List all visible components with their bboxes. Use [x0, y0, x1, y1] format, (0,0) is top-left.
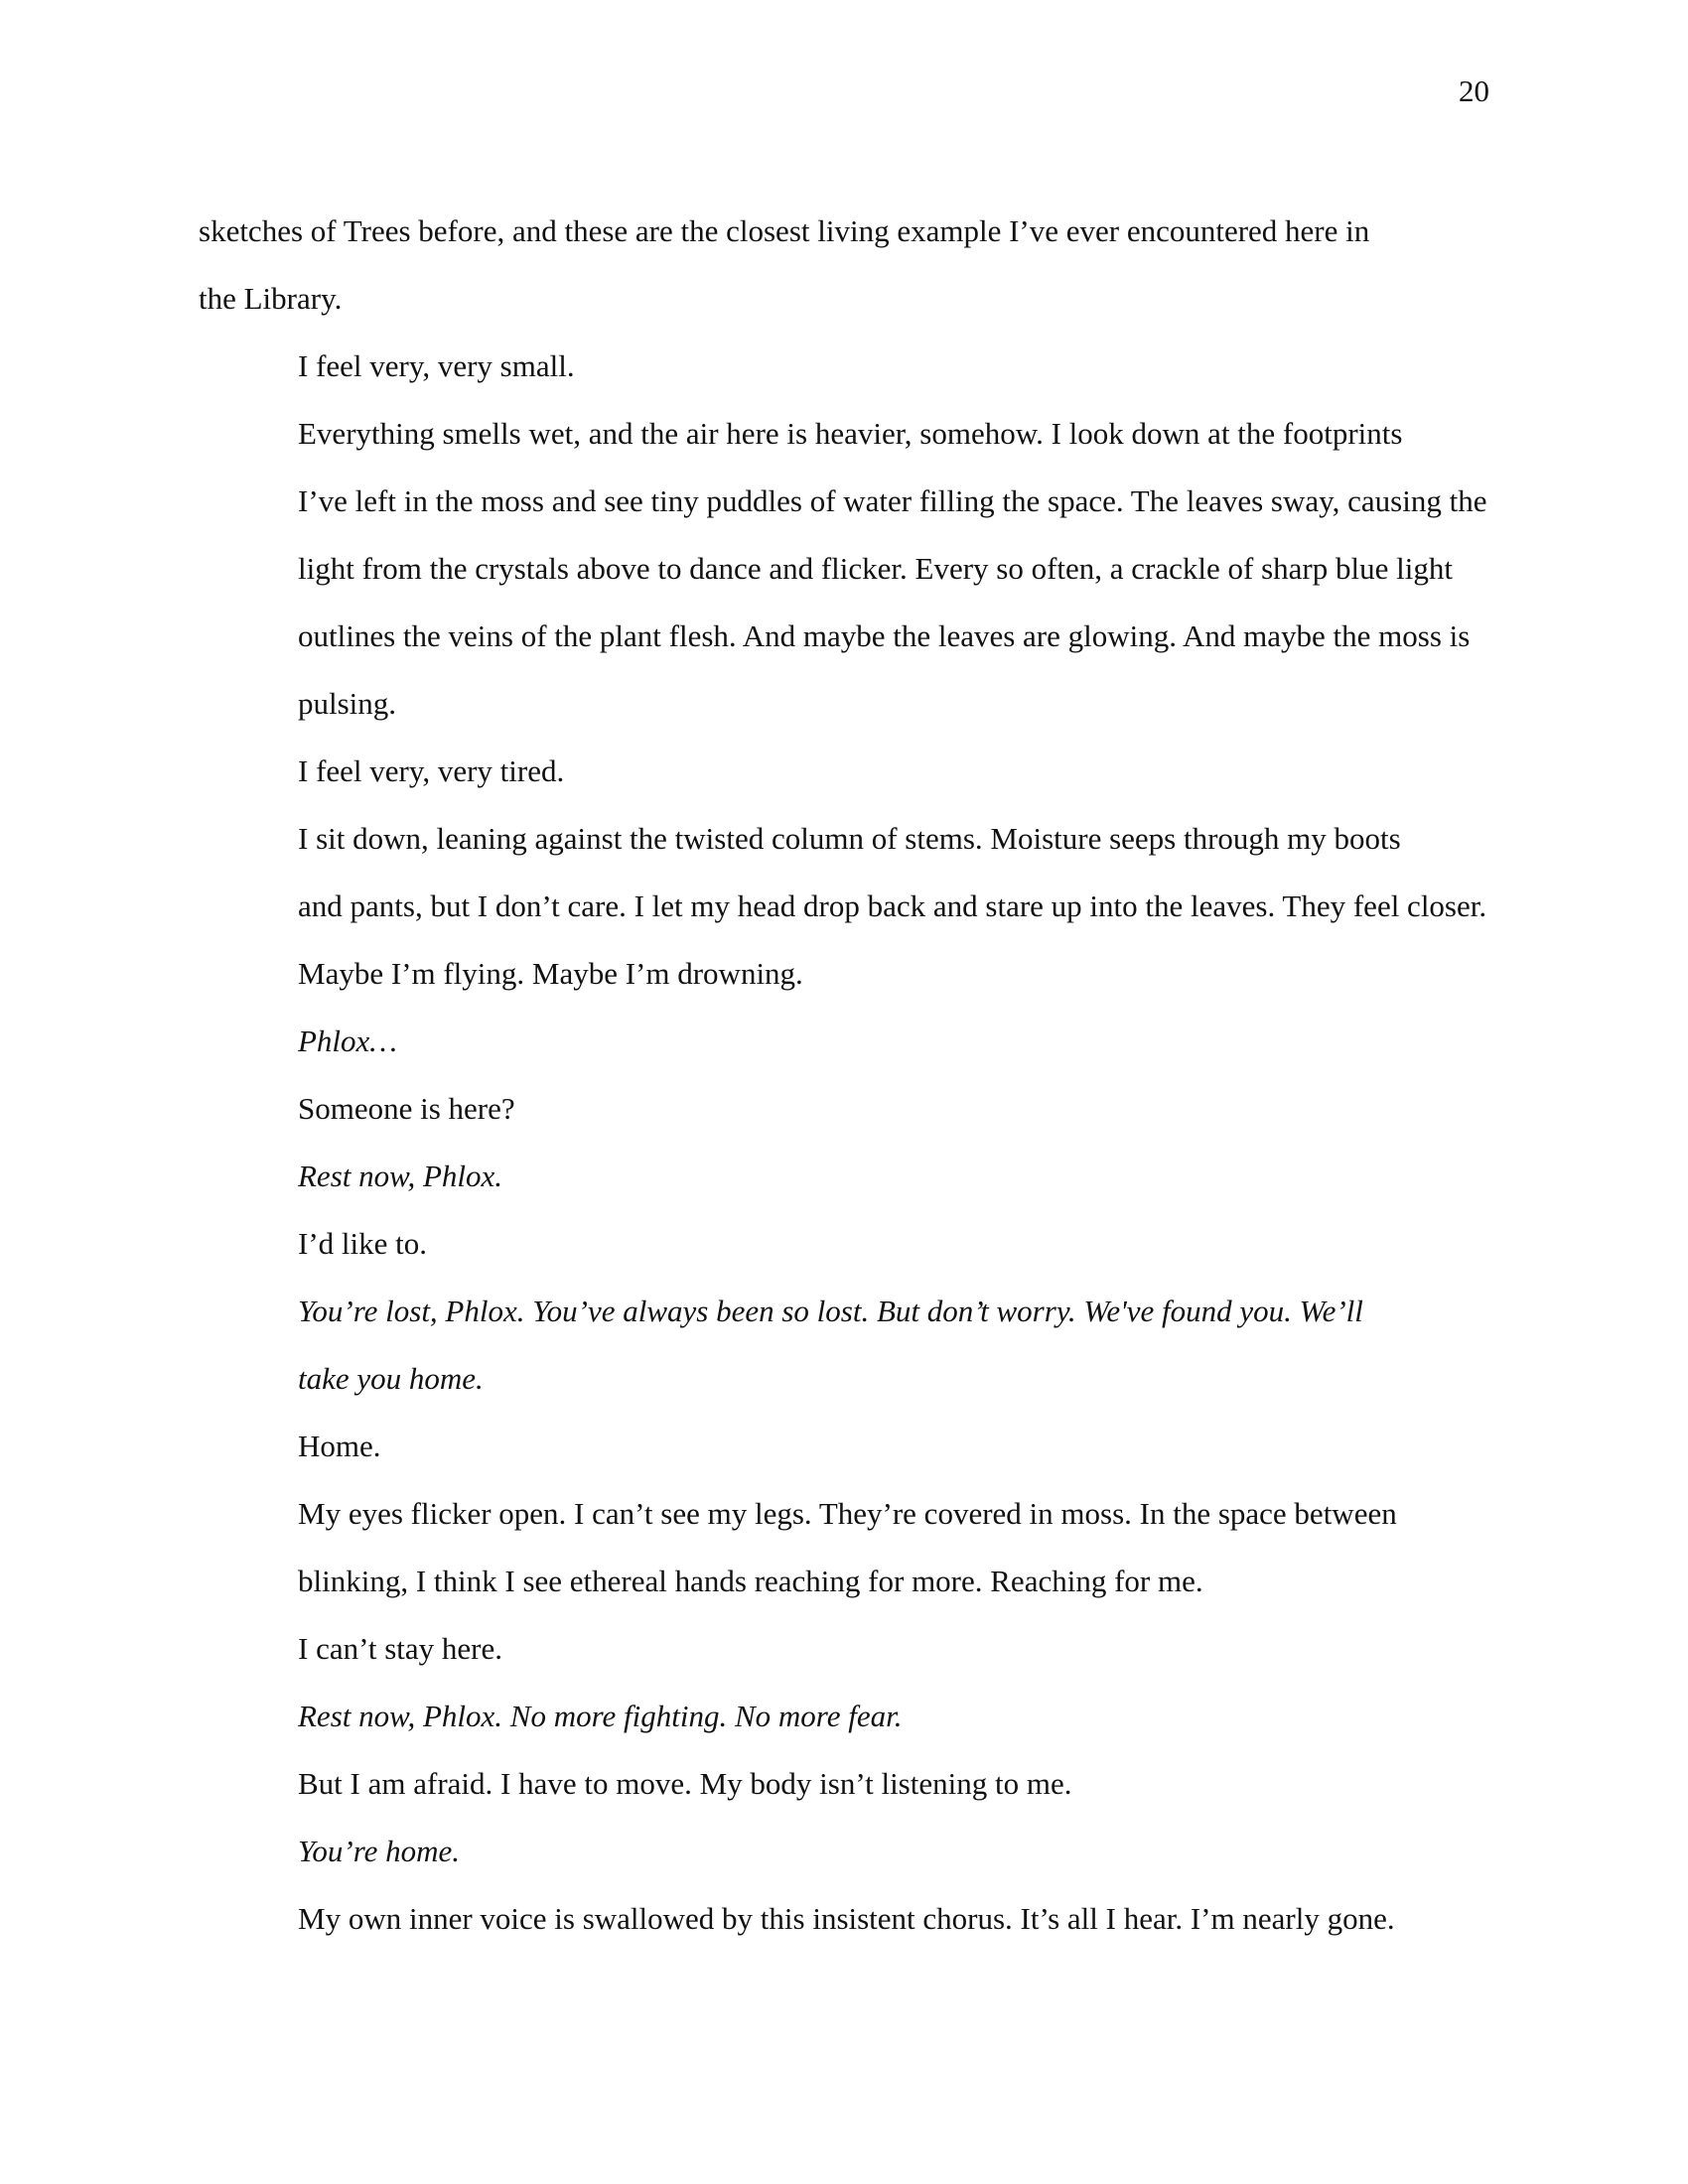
paragraph	[199, 1683, 1489, 1750]
text-line: You’re lost, Phlox. You’ve always been so lost. But don’t worry. We've found you. We’ll	[298, 1294, 1363, 1328]
paragraph	[199, 738, 1489, 805]
text-line: the Library.	[199, 281, 343, 316]
text-line: My own inner voice is swallowed by this insistent chorus. It’s all I hear. I’m nearly gone.	[298, 1901, 1395, 1936]
text-line: I feel very, very tired.	[298, 753, 565, 788]
text-line: I sit down, leaning against the twisted column of stems. Moisture seeps through my boots	[298, 821, 1401, 856]
text-line: take you home.	[298, 1361, 484, 1396]
paragraph	[199, 1885, 1489, 1953]
text-line: light from the crystals above to dance and flicker. Every so often, a crackle of sharp blue light	[298, 551, 1453, 586]
paragraph	[199, 198, 1489, 333]
text-line: Maybe I’m flying. Maybe I’m drowning.	[298, 956, 803, 991]
text-line: You’re home.	[298, 1834, 461, 1868]
paragraph	[199, 1008, 1489, 1075]
text-line: and pants, but I don’t care. I let my head drop back and stare up into the leaves. They feel closer.	[298, 888, 1487, 923]
text-line: I’ve left in the moss and see tiny puddles of water filling the space. The leaves sway, causing the	[298, 483, 1487, 518]
paragraph	[199, 1210, 1489, 1278]
text-line: sketches of Trees before, and these are the closest living example I’ve ever encountered here in	[199, 213, 1370, 248]
body-text	[199, 198, 1489, 1953]
text-line: pulsing.	[298, 686, 397, 721]
paragraph	[199, 1413, 1489, 1480]
text-line: Rest now, Phlox. No more fighting. No more fear.	[298, 1699, 903, 1733]
paragraph	[199, 1480, 1489, 1615]
paragraph	[199, 1615, 1489, 1683]
text-line: blinking, I think I see ethereal hands reaching for more. Reaching for me.	[298, 1564, 1203, 1598]
text-line: Everything smells wet, and the air here is heavier, somehow. I look down at the footprints	[298, 416, 1403, 451]
page-number: 20	[1459, 73, 1489, 108]
text-line: I’d like to.	[298, 1226, 427, 1261]
text-line: I feel very, very small.	[298, 348, 575, 383]
text-line: Someone is here?	[298, 1091, 515, 1126]
paragraph	[199, 1818, 1489, 1885]
paragraph	[199, 805, 1489, 1008]
paragraph	[199, 1750, 1489, 1818]
text-line: Phlox…	[298, 1024, 397, 1058]
paragraph	[199, 1143, 1489, 1210]
text-line: My eyes flicker open. I can’t see my legs. They’re covered in moss. In the space between	[298, 1496, 1397, 1531]
paragraph	[199, 333, 1489, 400]
paragraph	[199, 400, 1489, 738]
paragraph	[199, 1075, 1489, 1143]
text-line: outlines the veins of the plant flesh. And maybe the leaves are glowing. And maybe the moss is	[298, 618, 1471, 653]
text-line: I can’t stay here.	[298, 1631, 502, 1666]
paragraph	[199, 1278, 1489, 1413]
text-line: Home.	[298, 1429, 381, 1463]
text-line: Rest now, Phlox.	[298, 1159, 503, 1193]
text-line: But I am afraid. I have to move. My body isn’t listening to me.	[298, 1766, 1072, 1801]
